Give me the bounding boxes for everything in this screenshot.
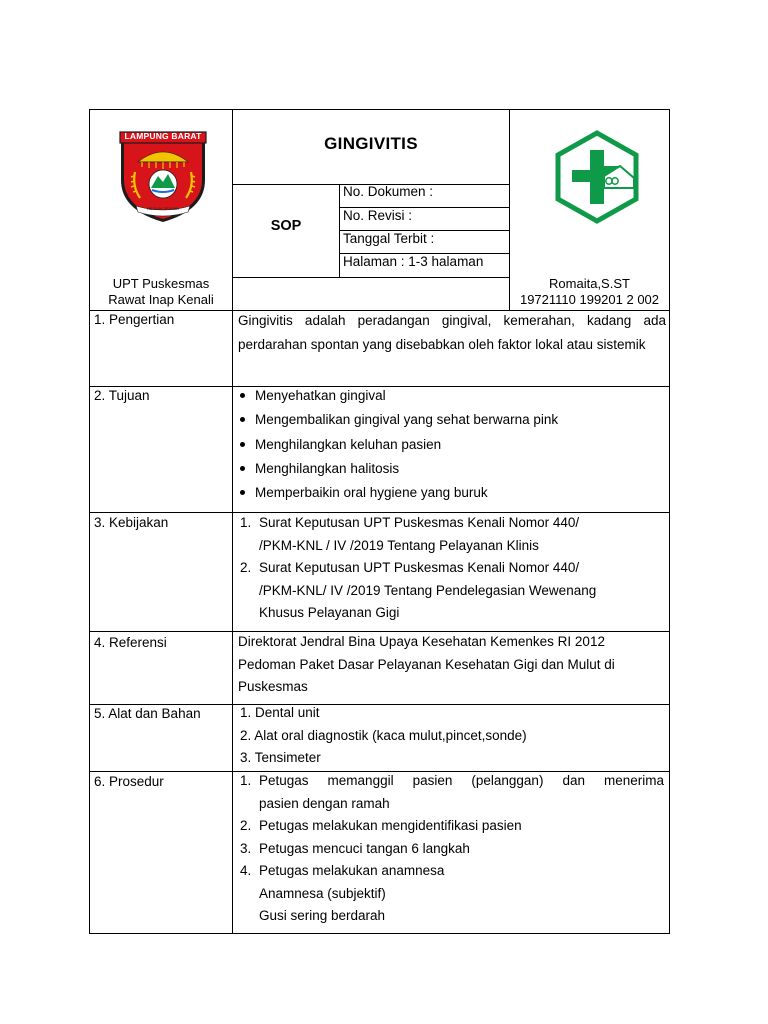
list-item: 1. Surat Keputusan UPT Puskesmas Kenali Nomor 440/ /PKM-KNL / IV /2019 Tentang Pelayanan Klinis — [240, 515, 580, 553]
section-label-kebijakan: 3. Kebijakan — [94, 515, 169, 530]
list-item: Memperbaikin oral hygiene yang buruk — [235, 481, 558, 505]
list-item: 2. Petugas melakukan mengidentifikasi pasien — [240, 818, 522, 833]
table-border-bottom — [89, 933, 670, 934]
signer-id: 19721110 199201 2 002 — [519, 292, 660, 307]
section-label-pengertian: 1. Pengertian — [94, 312, 175, 327]
list-item: Menghilangkan halitosis — [235, 457, 558, 481]
org-name-line2: Rawat Inap Kenali — [108, 292, 214, 307]
alat-bahan-list — [240, 702, 527, 770]
list-item: 3. Tensimeter — [240, 750, 321, 765]
puskesmas-logo — [554, 130, 640, 224]
tujuan-list — [235, 384, 558, 505]
field-halaman: Halaman : 1-3 halaman — [343, 254, 484, 269]
table-border-right — [669, 109, 670, 934]
kebijakan-list — [240, 512, 666, 625]
org-name-line1: UPT Puskesmas — [112, 276, 210, 291]
section-label-prosedur: 6. Prosedur — [94, 774, 164, 789]
list-item: 1. Dental unit — [240, 705, 320, 720]
prosedur-list — [240, 770, 664, 928]
list-item: 4. Petugas melakukan anamnesa Anamnesa (subjektif) Gusi sering berdarah — [240, 863, 445, 923]
page-title: GINGIVITIS — [324, 134, 418, 153]
field-no-dokumen: No. Dokumen : — [343, 184, 434, 199]
section-label-referensi: 4. Referensi — [94, 635, 167, 650]
list-item: Menghilangkan keluhan pasien — [235, 433, 558, 457]
list-item: 3. Petugas mencuci tangan 6 langkah — [240, 840, 470, 856]
table-border-top — [89, 109, 670, 110]
section-label-alat-bahan: 5. Alat dan Bahan — [94, 706, 201, 721]
lampung-barat-logo — [118, 128, 208, 224]
pengertian-text: Gingivitis adalah peradangan gingival, kemerahan, kadang ada perdarahan spontan yang disebabkan oleh faktor lokal atau sistemik — [238, 313, 666, 352]
field-no-revisi: No. Revisi : — [343, 208, 413, 223]
section-label-tujuan: 2. Tujuan — [94, 388, 150, 403]
list-item: Menyehatkan gingival — [235, 384, 558, 408]
table-border-left — [89, 109, 90, 934]
list-item: 2. Surat Keputusan UPT Puskesmas Kenali Nomor 440/ /PKM-KNL/ IV /2019 Tentang Pendelegasian Wewenang Khusus Pelayanan Gigi — [240, 560, 597, 620]
list-item: Mengembalikan gingival yang sehat berwarna pink — [235, 408, 558, 432]
list-item: 1. Petugas memanggil pasien (pelanggan) dan menerima pasien dengan ramah — [240, 773, 664, 811]
logo-ribbon-text: BEGUAI JEJAMA — [147, 206, 179, 211]
field-tanggal-terbit: Tanggal Terbit : — [343, 231, 435, 246]
logo-banner-text: LAMPUNG BARAT — [124, 131, 202, 141]
signer-name: Romaita,S.ST — [549, 276, 630, 291]
sop-label: SOP — [270, 218, 302, 234]
referensi-text: Direktorat Jendral Bina Upaya Kesehatan Kemenkes RI 2012 Pedoman Paket Dasar Pelayanan Kesehatan Gigi dan Mulut di Puskesmas — [238, 634, 615, 694]
list-item: 2. Alat oral diagnostik (kaca mulut,pincet,sonde) — [240, 727, 527, 743]
